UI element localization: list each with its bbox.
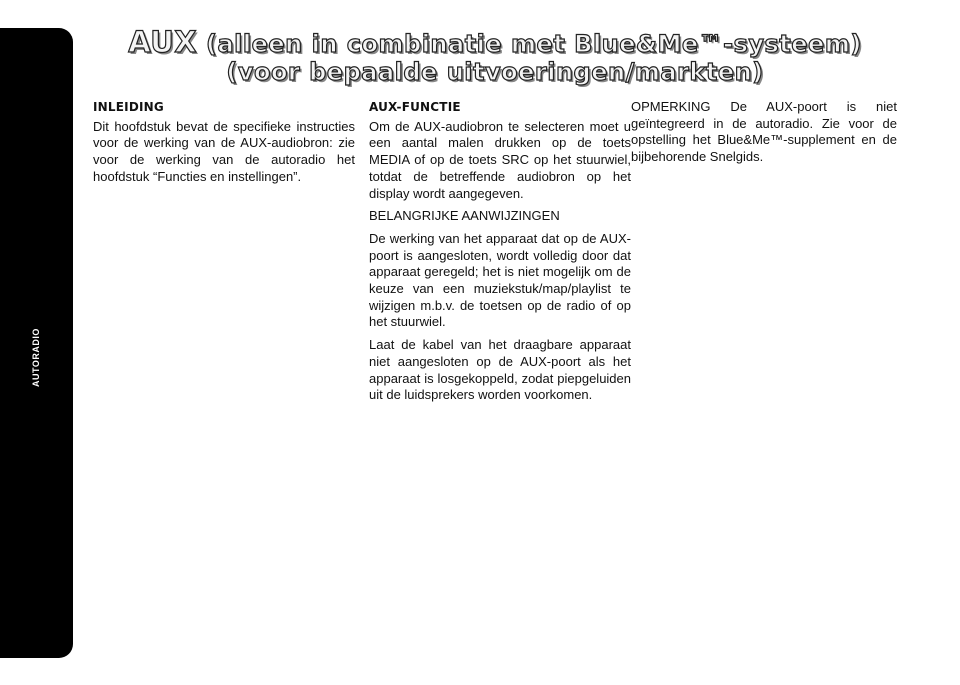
important-note-1: De werking van het apparaat dat op de AUX-poort is aangesloten, wordt volledig door dat apparaat geregeld; het is niet mogelijk om de keuze van een muziekstuk/map/playlist te wijzigen m.b.v. de toetsen op de radio of op het stuurwiel.: [369, 230, 631, 330]
column-aux-function: [369, 99, 631, 410]
title-aux: AUX: [128, 25, 198, 59]
aux-function-body: Om de AUX-audiobron te selecteren moet u een aantal malen drukken op de toets MEDIA of op de toets SRC op het stuurwiel, totdat de betreffende audiobron op het display wordt aangegeven.: [369, 118, 631, 201]
intro-body: Dit hoofdstuk bevat de specifieke instructies voor de werking van de AUX-audiobron: zie voor de werking van de autoradio het hoofdstuk “Functies en instellingen”.: [93, 118, 355, 184]
title-line-1: [80, 25, 910, 59]
page-number: 276: [22, 665, 52, 684]
intro-heading: INLEIDING: [93, 100, 164, 114]
column-intro: [93, 99, 355, 192]
page-title: [80, 25, 910, 86]
section-label: AUTORADIO: [31, 328, 41, 388]
important-notes-heading: BELANGRIJKE AANWIJZINGEN: [369, 208, 560, 224]
title-line-2: (voor bepaalde uitvoeringen/markten): [226, 58, 764, 86]
column-remark: [631, 99, 897, 172]
section-sidebar: [0, 28, 73, 684]
remark-text: OPMERKING De AUX-poort is niet geïntegreerd in de autoradio. Zie voor de opstelling het Blue&Me™-supplement en de bijbehorende Snelgids.: [631, 99, 897, 165]
title-line-1-rest: (alleen in combinatie met Blue&Me™-systeem): [197, 30, 862, 58]
aux-function-heading: AUX-FUNCTIE: [369, 100, 461, 114]
important-note-2: Laat de kabel van het draagbare apparaat niet aangesloten op de AUX-poort als het apparaat is losgekoppeld, zodat piepgeluiden uit de luidsprekers worden voorkomen.: [369, 337, 631, 403]
